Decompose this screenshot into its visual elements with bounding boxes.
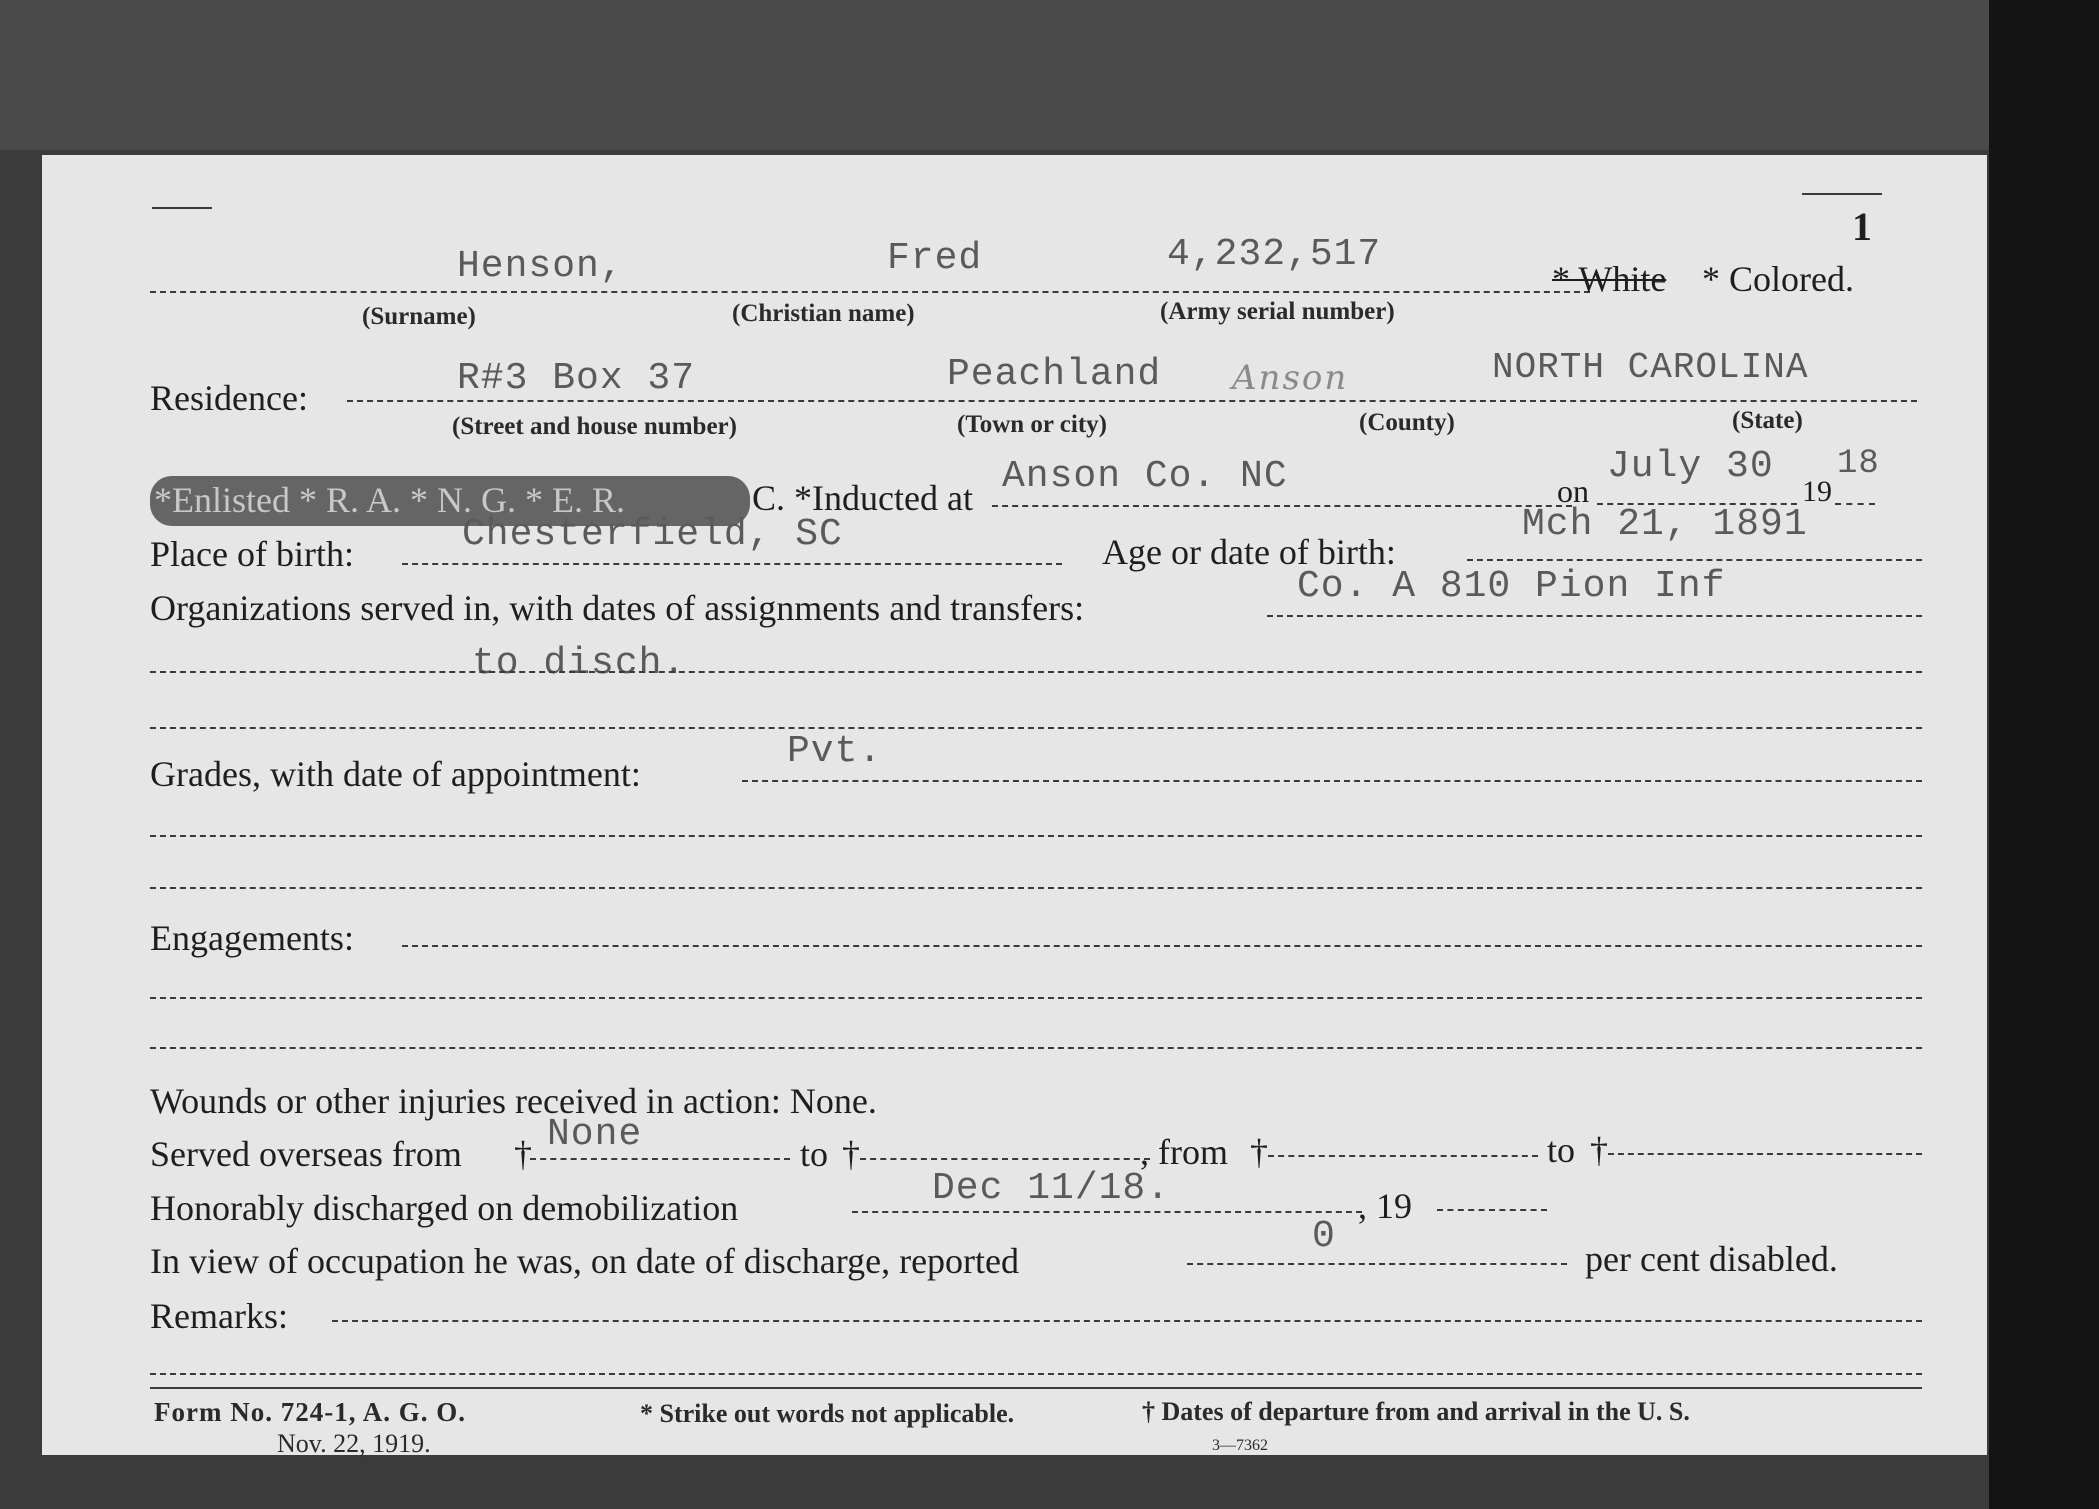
scanner-background-top	[0, 0, 2099, 150]
dates-note: † Dates of departure from and arrival in the U. S.	[1142, 1397, 1690, 1426]
disability-value: 0	[1312, 1215, 1336, 1258]
top-right-rule	[1802, 193, 1882, 195]
disability-label: In view of occupation he was, on date of discharge, reported	[150, 1241, 1020, 1281]
overseas-dagger-3: †	[1250, 1132, 1268, 1172]
wounds-text: Wounds or other injuries received in action: None.	[150, 1081, 877, 1121]
grades-line2	[150, 835, 1922, 837]
overseas-dagger-1: †	[514, 1134, 532, 1174]
organizations-line2	[150, 671, 1922, 673]
engagements-label: Engagements:	[150, 918, 354, 958]
place-of-birth-line	[402, 563, 1062, 565]
overseas-to2-line	[1608, 1153, 1922, 1155]
birth-date-line	[1467, 559, 1922, 561]
christian-name-caption: (Christian name)	[732, 300, 915, 327]
induction-year-prefix: 19	[1802, 475, 1832, 508]
place-of-birth-label: Place of birth:	[150, 534, 354, 574]
serial-number-value: 4,232,517	[1167, 233, 1382, 276]
overseas-from-value: None	[547, 1113, 643, 1156]
form-number: Form No. 724-1, A. G. O.	[154, 1397, 466, 1427]
surname-value: Henson,	[457, 245, 624, 288]
inducted-place-value: Anson Co. NC	[1002, 455, 1288, 498]
engagements-line1	[402, 945, 1922, 947]
discharge-date-line	[852, 1211, 1362, 1213]
on-label: on	[1557, 473, 1589, 509]
overseas-dagger-2: †	[842, 1134, 860, 1174]
engagements-line2	[150, 997, 1922, 999]
print-code: 3—7362	[1212, 1437, 1268, 1454]
white-label	[1552, 258, 1666, 300]
enlisted-options: *Enlisted * R. A. * N. G. * E. R.	[154, 480, 626, 520]
serial-number-caption: (Army serial number)	[1160, 298, 1395, 325]
engagements-line3	[150, 1047, 1922, 1049]
street-caption: (Street and house number)	[452, 413, 737, 440]
christian-name-value: Fred	[887, 237, 983, 280]
overseas-from2-line	[1268, 1155, 1538, 1157]
residence-label: Residence:	[150, 378, 308, 418]
town-caption: (Town or city)	[957, 411, 1107, 438]
induction-date-value: July 30	[1607, 445, 1774, 488]
induction-year-line	[1835, 503, 1875, 505]
served-overseas-label: Served overseas from	[150, 1134, 462, 1174]
state-value: NORTH CAROLINA	[1492, 347, 1809, 388]
inducted-at-label: C. *Inducted at	[752, 478, 973, 518]
surname-caption: (Surname)	[362, 303, 476, 330]
form-date: Nov. 22, 1919.	[277, 1429, 431, 1458]
scanner-background-right	[1989, 0, 2099, 1509]
town-value: Peachland	[947, 353, 1162, 396]
place-of-birth-value: Chesterfield, SC	[462, 513, 843, 556]
discharge-year-prefix: , 19	[1358, 1186, 1412, 1226]
colored-label: * Colored.	[1702, 259, 1854, 299]
organization-line2-value: to disch.	[472, 642, 687, 685]
grades-line1	[742, 780, 1922, 782]
overseas-to-line	[860, 1158, 1150, 1160]
remarks-line1	[332, 1320, 1922, 1322]
organizations-label: Organizations served in, with dates of assignments and transfers:	[150, 588, 1085, 628]
grades-label: Grades, with date of appointment:	[150, 754, 641, 794]
organization-line1-value: Co. A 810 Pion Inf	[1297, 565, 1726, 608]
discharge-date-value: Dec 11/18.	[932, 1167, 1171, 1210]
overseas-dagger-4: †	[1590, 1130, 1608, 1170]
service-record-card	[42, 155, 1987, 1458]
induction-year-suffix: 18	[1837, 445, 1880, 483]
residence-line	[347, 400, 1917, 402]
overseas-from-line	[530, 1158, 790, 1160]
street-value: R#3 Box 37	[457, 357, 696, 400]
white-option: * White	[1552, 259, 1667, 299]
age-label: Age or date of birth:	[1102, 532, 1396, 572]
organizations-line3	[150, 727, 1922, 729]
discharge-label: Honorably discharged on demobilization	[150, 1188, 739, 1228]
grades-line3	[150, 887, 1922, 889]
overseas-to-label: to	[800, 1134, 829, 1174]
county-caption: (County)	[1359, 409, 1455, 436]
footer-rule	[150, 1387, 1922, 1389]
disability-suffix: per cent disabled.	[1585, 1239, 1838, 1279]
state-caption: (State)	[1732, 407, 1803, 434]
grades-value: Pvt.	[787, 730, 883, 773]
strike-note: * Strike out words not applicable.	[640, 1399, 1015, 1428]
birth-date-value: Mch 21, 1891	[1522, 503, 1808, 546]
discharge-year-line	[1437, 1209, 1547, 1211]
top-left-rule	[152, 207, 212, 209]
remarks-label: Remarks:	[150, 1296, 288, 1336]
name-line	[150, 291, 1590, 293]
overseas-to2-label: to	[1547, 1130, 1576, 1170]
disability-line	[1187, 1263, 1567, 1265]
inducted-place-line	[992, 505, 1572, 507]
overseas-from2-label: , from	[1140, 1132, 1228, 1172]
organizations-line1	[1267, 615, 1922, 617]
remarks-line2	[150, 1373, 1922, 1375]
card-number: 1	[1852, 204, 1872, 249]
county-value: Anson	[1232, 358, 1349, 398]
